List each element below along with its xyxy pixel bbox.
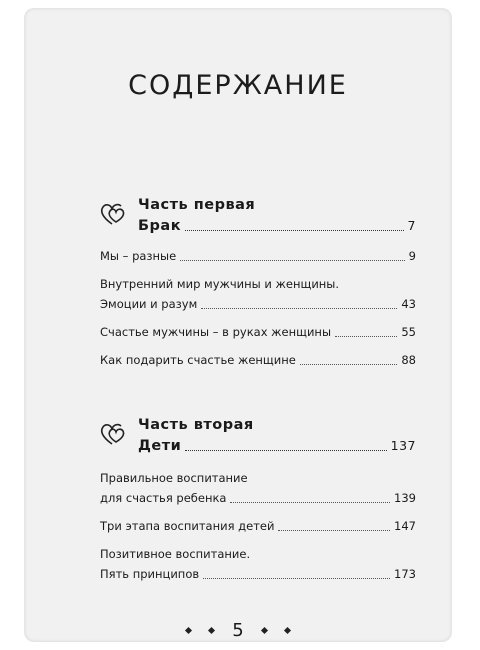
- double-heart-icon: [98, 420, 130, 448]
- toc-entry: [100, 518, 416, 535]
- diamond-ornament-icon: [208, 627, 215, 634]
- part-page-number: 137: [390, 438, 416, 453]
- entry-title-line: Позитивное воспитание.: [100, 547, 251, 561]
- entry-title: Как подарить счастье женщине: [100, 353, 296, 367]
- entry-title: Мы – разные: [100, 249, 177, 263]
- dot-leader: [180, 259, 404, 261]
- part-name: Дети: [138, 438, 182, 454]
- dot-leader: [203, 577, 390, 579]
- part-heading-2: [138, 416, 416, 455]
- entry-title: Три этапа воспитания детей: [100, 519, 275, 533]
- double-heart-icon: [98, 200, 130, 228]
- entry-title-line: Эмоции и разум: [100, 297, 198, 311]
- dot-leader: [230, 501, 390, 503]
- entry-page-number: 139: [394, 491, 416, 505]
- toc-entry: [100, 248, 416, 265]
- book-page: [24, 8, 452, 642]
- dot-leader: [185, 229, 403, 231]
- part-name: Брак: [138, 218, 182, 234]
- page-footer: [24, 620, 452, 641]
- dot-leader: [201, 307, 397, 309]
- entry-title: Счастье мужчины – в руках женщины: [100, 325, 332, 339]
- entry-page-number: 147: [394, 519, 416, 533]
- entry-page-number: 43: [401, 297, 416, 311]
- dot-leader: [185, 449, 386, 451]
- entry-page-number: 55: [401, 325, 416, 339]
- toc-entry: [100, 352, 416, 369]
- diamond-ornament-icon: [284, 627, 291, 634]
- part-label: Часть первая: [138, 197, 256, 213]
- entry-page-number: 173: [394, 567, 416, 581]
- entry-title-line: Пять принципов: [100, 567, 200, 581]
- part-page-number: 7: [407, 218, 416, 233]
- entry-title-line: для счастья ребенка: [100, 491, 227, 505]
- part-heading-1: [138, 196, 416, 235]
- diamond-ornament-icon: [185, 627, 192, 634]
- entry-title-line: Внутренний мир мужчины и женщины.: [100, 277, 340, 291]
- part-label: Часть вторая: [138, 417, 254, 433]
- toc-entry: [100, 546, 416, 583]
- page-number: 5: [232, 620, 244, 641]
- diamond-ornament-icon: [261, 627, 268, 634]
- page-title: СОДЕРЖАНИЕ: [128, 70, 348, 101]
- entry-title-line: Правильное воспитание: [100, 471, 248, 485]
- entry-page-number: 88: [401, 353, 416, 367]
- toc-entry: [100, 324, 416, 341]
- entry-page-number: 9: [408, 249, 416, 263]
- toc-entry: [100, 276, 416, 313]
- dot-leader: [278, 529, 390, 531]
- toc-entry: [100, 470, 416, 507]
- dot-leader: [300, 363, 398, 365]
- dot-leader: [335, 335, 397, 337]
